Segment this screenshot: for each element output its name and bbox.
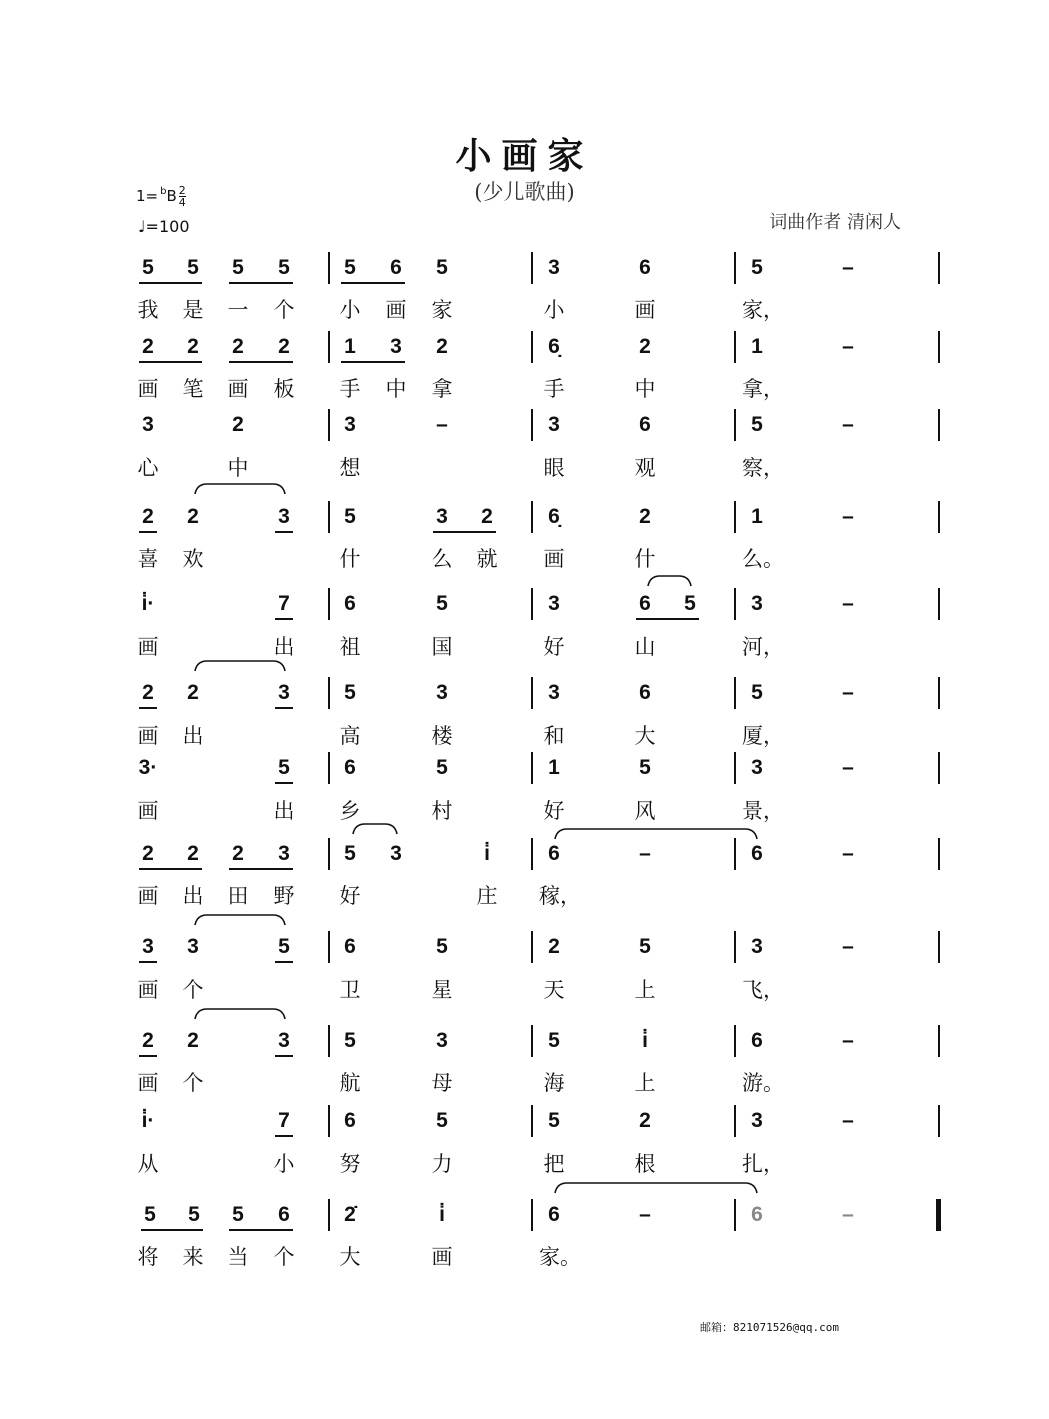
note: 2 <box>142 505 154 528</box>
note: 5 <box>436 1109 448 1132</box>
note: 2 <box>436 335 448 358</box>
note: i̇ <box>439 1203 445 1226</box>
note: 3 <box>548 256 560 279</box>
note: 6 <box>344 756 356 779</box>
note: 2 <box>639 335 651 358</box>
note: 6 <box>344 1109 356 1132</box>
note: 6̣ <box>548 335 560 358</box>
note: – <box>842 256 854 279</box>
note: 3 <box>548 413 560 436</box>
lyric-char: 野 <box>273 884 295 908</box>
contact-email: 邮箱：821071526@qq.com <box>700 1321 839 1334</box>
lyric-char: 和 <box>543 724 565 748</box>
note: – <box>842 935 854 958</box>
note: 6 <box>639 592 651 615</box>
lyric-char: 手 <box>339 377 361 401</box>
note: 5 <box>144 1203 156 1226</box>
lyric-char: 高 <box>339 724 361 748</box>
lyric-char: 上 <box>634 978 656 1002</box>
note: 1 <box>751 335 763 358</box>
lyric-char: 画 <box>227 377 249 401</box>
note: 5 <box>232 1203 244 1226</box>
lyric-char: 个 <box>182 1071 204 1095</box>
note: – <box>842 413 854 436</box>
lyric-char: 山 <box>634 635 656 659</box>
lyric-char: 祖 <box>339 635 361 659</box>
note: 6̣ <box>548 505 560 528</box>
lyric-char: 出 <box>182 884 204 908</box>
note: 6 <box>548 842 560 865</box>
lyric-char: 个 <box>182 978 204 1002</box>
lyric-char: 飞， <box>742 978 784 1002</box>
note: – <box>842 592 854 615</box>
page-title: 小画家 <box>455 135 594 177</box>
note: 2 <box>187 1029 199 1052</box>
note: – <box>842 1203 854 1226</box>
note: 3 <box>278 842 290 865</box>
note: 2 <box>278 335 290 358</box>
note: 3 <box>751 592 763 615</box>
note: 3 <box>436 681 448 704</box>
slur <box>195 915 285 925</box>
lyric-char: 观 <box>634 456 656 480</box>
note: 5 <box>548 1109 560 1132</box>
lyric-char: 天 <box>543 978 565 1002</box>
note: 2 <box>232 335 244 358</box>
note: i̇ <box>642 1029 648 1052</box>
lyric-char: 画 <box>137 884 159 908</box>
lyric-char: 小 <box>339 298 361 322</box>
lyric-char: 厦， <box>742 724 784 748</box>
note: – <box>842 505 854 528</box>
lyric-char: 什 <box>339 547 361 571</box>
note: 6 <box>639 413 651 436</box>
lyric-char: 母 <box>431 1071 453 1095</box>
note: 5 <box>548 1029 560 1052</box>
lyric-char: 田 <box>227 884 249 908</box>
lyric-char: 从 <box>137 1152 159 1176</box>
note: 2 <box>142 335 154 358</box>
note: 6 <box>548 1203 560 1226</box>
note: 5 <box>188 1203 200 1226</box>
lyric-char: 画 <box>137 799 159 823</box>
subtitle: (少儿歌曲) <box>474 180 575 204</box>
slur <box>648 576 691 586</box>
lyric-char: 画 <box>385 298 407 322</box>
lyric-char: 航 <box>339 1071 361 1095</box>
lyric-char: 么。 <box>742 547 784 571</box>
lyric-char: 中 <box>385 377 407 401</box>
note: 5 <box>436 256 448 279</box>
lyric-char: 乡 <box>339 799 361 823</box>
note: 5 <box>436 592 448 615</box>
note: 2 <box>639 1109 651 1132</box>
key-prefix: 1= <box>136 187 159 205</box>
slur <box>195 1009 285 1019</box>
lyric-char: 画 <box>137 724 159 748</box>
note: 3 <box>278 505 290 528</box>
note: 1 <box>344 335 356 358</box>
note: – <box>842 1029 854 1052</box>
lyric-char: 游。 <box>742 1071 784 1095</box>
slur <box>195 484 285 494</box>
lyric-char: 努 <box>339 1152 361 1176</box>
note: 7 <box>278 1109 290 1132</box>
note: – <box>842 681 854 704</box>
lyric-char: 庄 <box>476 884 498 908</box>
lyric-char: 眼 <box>543 456 565 480</box>
lyric-char: 村 <box>431 799 453 823</box>
lyric-char: 板 <box>273 377 295 401</box>
lyric-char: 什 <box>634 547 656 571</box>
note: 5 <box>232 256 244 279</box>
slur <box>353 824 397 834</box>
note: 2 <box>187 681 199 704</box>
note: 6 <box>344 935 356 958</box>
lyric-char: 海 <box>543 1071 565 1095</box>
note: 3· <box>138 756 158 779</box>
note: 2 <box>187 335 199 358</box>
note: – <box>842 335 854 358</box>
lyric-char: 手 <box>543 377 565 401</box>
note: 6 <box>639 681 651 704</box>
note: 6 <box>751 842 763 865</box>
lyric-char: 画 <box>137 978 159 1002</box>
lyric-char: 就 <box>476 547 498 571</box>
lyric-char: 当 <box>227 1245 249 1269</box>
lyric-char: 画 <box>431 1245 453 1269</box>
lyric-char: 心 <box>137 456 159 480</box>
lyric-char: 星 <box>431 978 453 1002</box>
note: 5 <box>344 505 356 528</box>
lyric-char: 大 <box>339 1245 361 1269</box>
note: 5 <box>344 256 356 279</box>
note: 2 <box>187 842 199 865</box>
note: 2̇ <box>344 1203 356 1226</box>
lyric-char: 画 <box>137 1071 159 1095</box>
note: 6 <box>751 1203 763 1226</box>
lyric-char: 扎， <box>742 1152 784 1176</box>
note: 2 <box>232 413 244 436</box>
note: 5 <box>344 1029 356 1052</box>
lyric-char: 中 <box>634 377 656 401</box>
note: 2 <box>481 505 493 528</box>
lyric-char: 好 <box>339 884 361 908</box>
note: 2 <box>548 935 560 958</box>
lyric-char: 将 <box>137 1245 159 1269</box>
lyric-char: 察， <box>742 456 784 480</box>
lyric-char: 来 <box>182 1245 204 1269</box>
note: – <box>639 1203 651 1226</box>
note: 5 <box>436 935 448 958</box>
lyric-char: 喜 <box>137 547 159 571</box>
note: 3 <box>278 681 290 704</box>
lyric-char: 风 <box>634 799 656 823</box>
lyric-char: 画 <box>137 377 159 401</box>
tempo-marking: ♩=100 <box>138 217 190 236</box>
note: 3 <box>436 505 448 528</box>
note: 2 <box>142 1029 154 1052</box>
lyric-char: 拿， <box>742 377 784 401</box>
lyric-char: 稼， <box>539 884 581 908</box>
lyric-char: 画 <box>543 547 565 571</box>
note: 3 <box>751 1109 763 1132</box>
lyric-char: 好 <box>543 799 565 823</box>
lyric-char: 家 <box>431 298 453 322</box>
note: 5 <box>684 592 696 615</box>
note: 3 <box>142 413 154 436</box>
note: 2 <box>142 681 154 704</box>
lyric-char: 大 <box>634 724 656 748</box>
lyric-char: 是 <box>182 298 204 322</box>
slur <box>555 829 757 839</box>
lyric-char: 上 <box>634 1071 656 1095</box>
lyric-char: 家， <box>742 298 784 322</box>
lyric-char: 画 <box>137 635 159 659</box>
note: – <box>639 842 651 865</box>
note: 3 <box>390 335 402 358</box>
note: 6 <box>390 256 402 279</box>
lyric-char: 根 <box>634 1152 656 1176</box>
note: 6 <box>278 1203 290 1226</box>
lyric-char: 拿 <box>431 377 453 401</box>
slur <box>555 1183 757 1193</box>
lyric-char: 景， <box>742 799 784 823</box>
lyric-char: 出 <box>273 799 295 823</box>
note: 3 <box>436 1029 448 1052</box>
lyric-char: 好 <box>543 635 565 659</box>
lyric-char: 小 <box>543 298 565 322</box>
note: 3 <box>548 681 560 704</box>
note: 5 <box>751 681 763 704</box>
time-numerator: 2 <box>178 184 186 197</box>
lyric-char: 个 <box>273 298 295 322</box>
note: 3 <box>344 413 356 436</box>
note: 5 <box>344 842 356 865</box>
lyric-char: 想 <box>339 456 361 480</box>
note: 3 <box>751 756 763 779</box>
lyric-char: 卫 <box>339 978 361 1002</box>
note: 5 <box>187 256 199 279</box>
lyric-char: 中 <box>227 456 249 480</box>
note: 6 <box>751 1029 763 1052</box>
note: 2 <box>142 842 154 865</box>
note: 5 <box>344 681 356 704</box>
note: 1 <box>751 505 763 528</box>
note: 5 <box>436 756 448 779</box>
lyric-char: 出 <box>273 635 295 659</box>
note: i̇ <box>484 842 490 865</box>
note: 3 <box>548 592 560 615</box>
note: 3 <box>751 935 763 958</box>
note: 5 <box>751 413 763 436</box>
note: – <box>842 756 854 779</box>
note: i̇· <box>141 592 155 615</box>
note: i̇· <box>141 1109 155 1132</box>
note: 5 <box>278 256 290 279</box>
note: – <box>436 413 448 436</box>
lyric-char: 笔 <box>182 377 204 401</box>
lyric-char: 小 <box>273 1152 295 1176</box>
note: 1 <box>548 756 560 779</box>
lyric-char: 把 <box>543 1152 565 1176</box>
note: 7 <box>278 592 290 615</box>
note: 5 <box>639 935 651 958</box>
lyric-char: 一 <box>227 298 249 322</box>
key-note: B <box>166 187 177 205</box>
lyric-char: 河， <box>742 635 784 659</box>
lyric-char: 么 <box>431 547 453 571</box>
note: 5 <box>278 756 290 779</box>
note: 5 <box>639 756 651 779</box>
lyric-char: 我 <box>137 298 159 322</box>
note: 3 <box>187 935 199 958</box>
lyric-char: 家。 <box>539 1245 581 1269</box>
note: 2 <box>187 505 199 528</box>
note: 3 <box>278 1029 290 1052</box>
lyric-char: 个 <box>273 1245 295 1269</box>
note: 6 <box>344 592 356 615</box>
lyric-char: 力 <box>431 1152 453 1176</box>
lyric-char: 国 <box>431 635 453 659</box>
lyric-char: 画 <box>634 298 656 322</box>
note: – <box>842 1109 854 1132</box>
note: 5 <box>751 256 763 279</box>
note: 3 <box>390 842 402 865</box>
time-denominator: 4 <box>178 196 186 209</box>
flat-sign: b <box>160 186 167 197</box>
note: 5 <box>142 256 154 279</box>
lyric-char: 欢 <box>182 547 204 571</box>
lyric-char: 出 <box>182 724 204 748</box>
composer-credit: 词曲作者 清闲人 <box>769 212 901 233</box>
note: 2 <box>639 505 651 528</box>
lyric-char: 楼 <box>431 724 453 748</box>
note: 6 <box>639 256 651 279</box>
note: 2 <box>232 842 244 865</box>
note: 5 <box>278 935 290 958</box>
slur <box>195 661 285 671</box>
note: – <box>842 842 854 865</box>
note: 3 <box>142 935 154 958</box>
